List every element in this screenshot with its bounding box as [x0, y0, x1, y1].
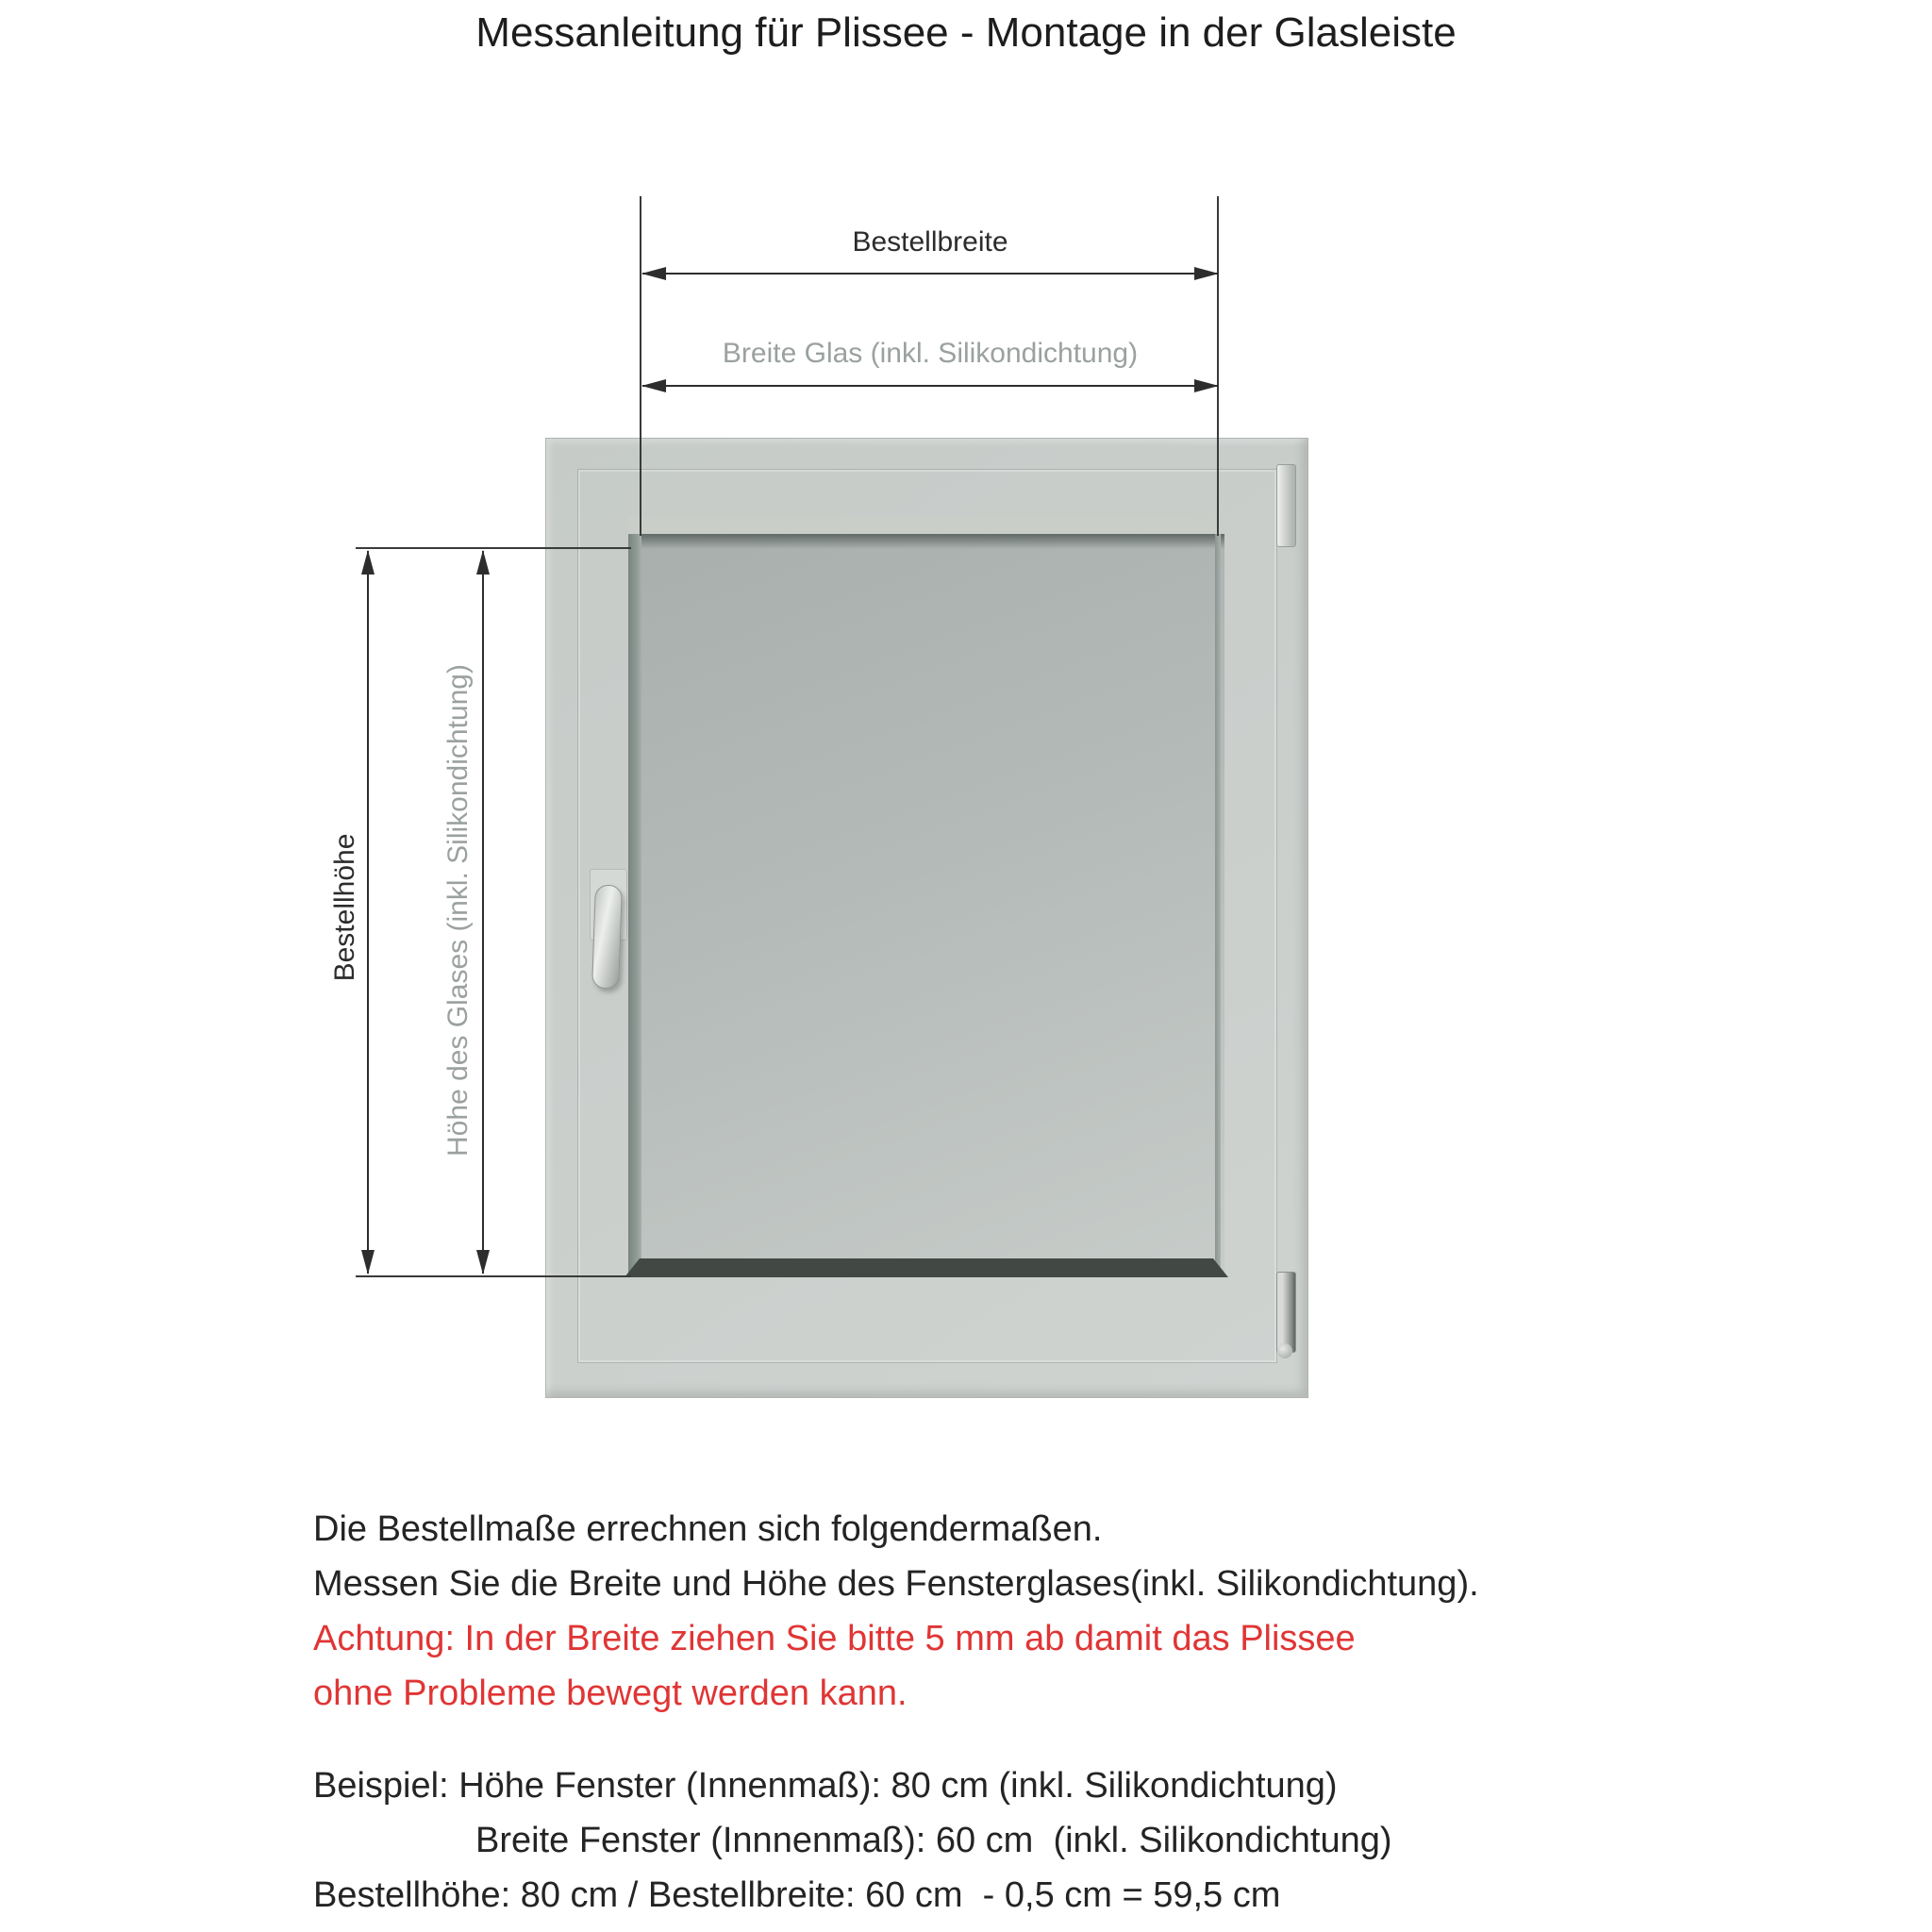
glazing-bead-bottom-shadow: [625, 1258, 1228, 1277]
glass-right-edge: [1215, 534, 1221, 1268]
window-handle-icon: [591, 885, 623, 990]
glass-height-label: Höhe des Glases (inkl. Silikondichtung): [442, 664, 474, 1157]
hinge-bottom-icon: [1276, 1272, 1296, 1353]
example-line-3: Bestellhöhe: 80 cm / Bestellbreite: 60 cm - 0,5 cm = 59,5 cm: [313, 1875, 1281, 1915]
glass-width-dimension-arrow: [642, 385, 1218, 387]
warning-line-2: ohne Probleme bewegt werden kann.: [313, 1674, 908, 1713]
glass-top-shadow: [628, 534, 1224, 549]
instruction-line-2: Messen Sie die Breite und Höhe des Fensterglases(inkl. Silikondichtung).: [313, 1564, 1479, 1604]
extension-line-left-vertical: [640, 196, 641, 536]
window-glass: [628, 534, 1224, 1275]
order-width-dimension-arrow: [642, 273, 1218, 275]
extension-line-bottom-horizontal: [356, 1275, 631, 1277]
order-height-dimension-arrow: [367, 551, 369, 1274]
example-line-1: Beispiel: Höhe Fenster (Innenmaß): 80 cm (inkl. Silikondichtung): [313, 1766, 1338, 1806]
warning-line-1: Achtung: In der Breite ziehen Sie bitte 5 mm ab damit das Plissee: [313, 1619, 1356, 1658]
text-spacer: [313, 1721, 1728, 1758]
extension-line-top-horizontal: [356, 547, 631, 549]
instruction-line-1: Die Bestellmaße errechnen sich folgendermaßen.: [313, 1509, 1103, 1549]
order-width-label: Bestellbreite: [852, 226, 1008, 258]
order-height-label: Bestellhöhe: [329, 833, 360, 982]
glass-width-label: Breite Glas (inkl. Silikondichtung): [722, 338, 1139, 369]
instruction-text-block: [313, 1502, 1728, 1923]
hinge-bottom-nub: [1277, 1343, 1292, 1358]
page-title: Messanleitung für Plissee - Montage in der Glasleiste: [475, 9, 1457, 56]
glass-left-edge: [628, 534, 641, 1275]
hinge-top-icon: [1276, 464, 1296, 547]
glass-height-dimension-arrow: [482, 551, 484, 1274]
example-line-2: Breite Fenster (Innnenmaß): 60 cm (inkl. Silikondichtung): [475, 1821, 1392, 1860]
